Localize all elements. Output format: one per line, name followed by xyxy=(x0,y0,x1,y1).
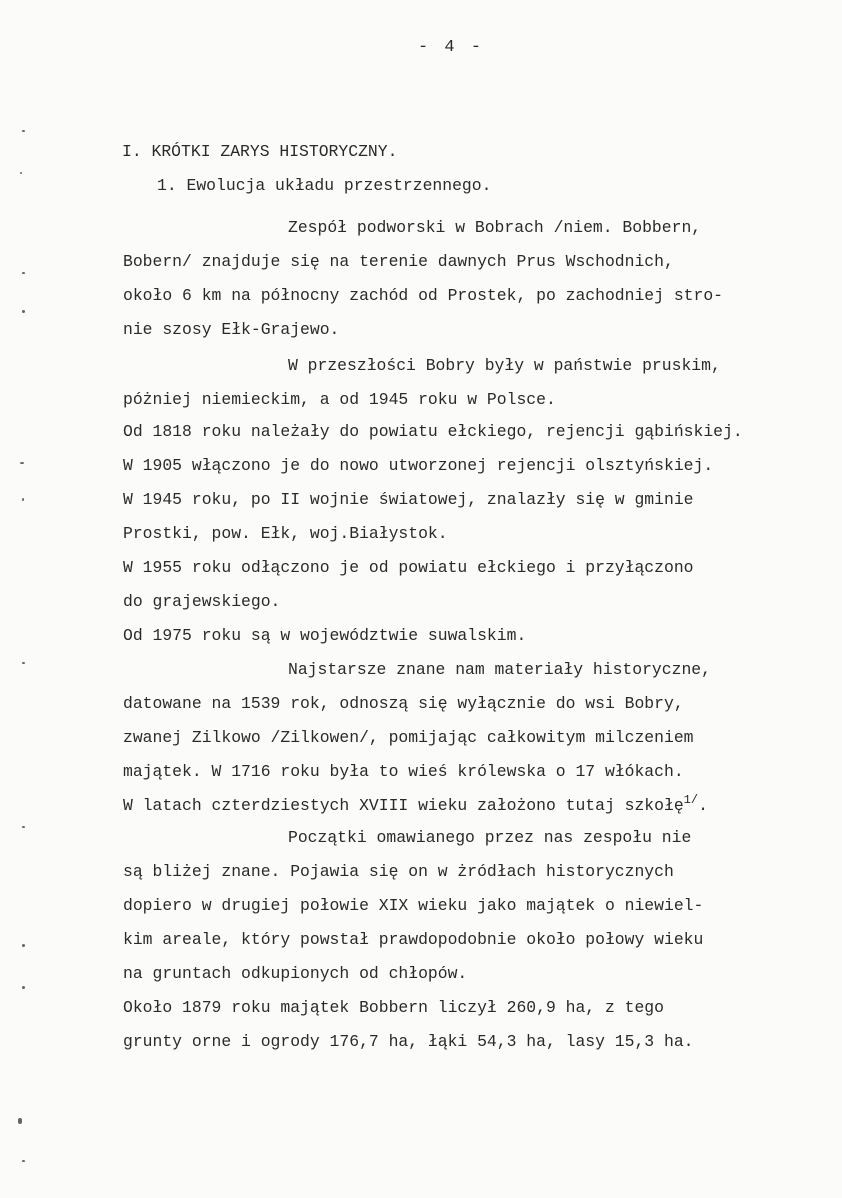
scan-speck xyxy=(18,1118,22,1124)
body-line: W przeszłości Bobry były w państwie pruskim, xyxy=(288,356,721,375)
scan-speck xyxy=(22,826,25,828)
body-line: Najstarsze znane nam materiały historyczne, xyxy=(288,660,711,679)
body-line: Około 1879 roku majątek Bobbern liczył 260,9 ha, z tego xyxy=(123,998,664,1017)
footnote-period: . xyxy=(698,796,708,815)
body-line: majątek. W 1716 roku była to wieś królewska o 17 włókach. xyxy=(123,762,684,781)
body-line: datowane na 1539 rok, odnoszą się wyłącznie do wsi Bobry, xyxy=(123,694,684,713)
scan-speck xyxy=(22,498,24,501)
scan-speck xyxy=(20,172,22,174)
body-line: Bobern/ znajduje się na terenie dawnych Prus Wschodnich, xyxy=(123,252,674,271)
body-line: W 1945 roku, po II wojnie światowej, znalazły się w gminie xyxy=(123,490,694,509)
body-line: W 1905 włączono je do nowo utworzonej rejencji olsztyńskiej. xyxy=(123,456,714,475)
scan-speck xyxy=(22,1160,25,1162)
section-heading: I. KRÓTKI ZARYS HISTORYCZNY. xyxy=(122,142,398,161)
scan-speck xyxy=(22,272,25,274)
body-line: grunty orne i ogrody 176,7 ha, łąki 54,3 ha, lasy 15,3 ha. xyxy=(123,1032,694,1051)
body-line: Zespół podworski w Bobrach /niem. Bobbern, xyxy=(288,218,702,237)
body-line: Początki omawianego przez nas zespołu nie xyxy=(288,828,692,847)
body-line: kim areale, który powstał prawdopodobnie około połowy wieku xyxy=(123,930,704,949)
body-line-with-footnote xyxy=(123,793,708,815)
scan-speck xyxy=(22,662,25,664)
body-line: nie szosy Ełk-Grajewo. xyxy=(123,320,340,339)
body-line: W latach czterdziestych XVIII wieku założono tutaj szkołę xyxy=(123,796,684,815)
scan-speck xyxy=(20,462,24,464)
subsection-heading: 1. Ewolucja układu przestrzennego. xyxy=(157,176,492,195)
body-line: na gruntach odkupionych od chłopów. xyxy=(123,964,468,983)
body-line: około 6 km na północny zachód od Prostek, po zachodniej stro- xyxy=(123,286,723,305)
body-line: zwanej Zilkowo /Zilkowen/, pomijając całkowitym milczeniem xyxy=(123,728,694,747)
body-line: dopiero w drugiej połowie XIX wieku jako majątek o niewiel- xyxy=(123,896,704,915)
scan-speck xyxy=(22,944,25,947)
body-line: póżniej niemieckim, a od 1945 roku w Polsce. xyxy=(123,390,556,409)
scan-speck xyxy=(22,310,25,313)
scan-speck xyxy=(22,986,25,989)
page-number: - 4 - xyxy=(417,38,484,57)
footnote-reference: 1/ xyxy=(683,793,699,807)
scan-speck xyxy=(22,130,25,132)
body-line: Od 1975 roku są w województwie suwalskim. xyxy=(123,626,527,645)
body-line: są bliżej znane. Pojawia się on w żródłach historycznych xyxy=(123,862,674,881)
body-line: do grajewskiego. xyxy=(123,592,281,611)
body-line: W 1955 roku odłączono je od powiatu ełckiego i przyłączono xyxy=(123,558,694,577)
body-line: Od 1818 roku należały do powiatu ełckiego, rejencji gąbińskiej. xyxy=(123,422,743,441)
body-line: Prostki, pow. Ełk, woj.Białystok. xyxy=(123,524,448,543)
